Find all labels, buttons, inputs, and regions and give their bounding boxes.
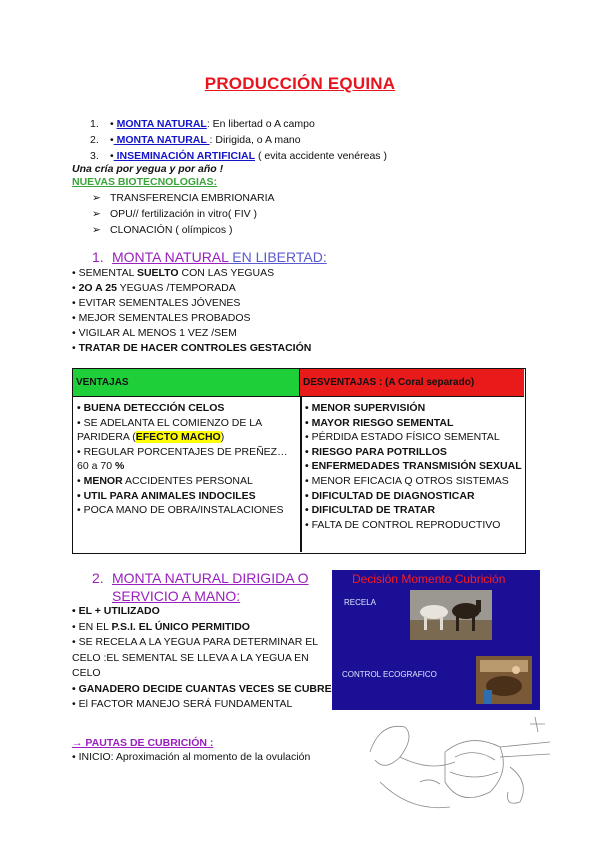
method-item: 3. • INSEMINACIÓN ARTIFICIAL ( evita accidente venéreas ) — [90, 150, 387, 162]
method-link[interactable]: MONTA NATURAL — [116, 118, 207, 130]
list-item: ➢ CLONACIÓN ( olímpicos ) — [92, 224, 233, 236]
section2-list — [72, 604, 332, 713]
section1-heading: 1. MONTA NATURAL EN LIBERTAD: — [92, 249, 327, 265]
list-number: 2. — [90, 134, 99, 146]
section1-list — [72, 266, 311, 356]
ultrasound-photo — [476, 656, 532, 704]
desventajas-cell: • MENOR SUPERVISIÓN • MAYOR RIESGO SEMENTAL • PÉRDIDA ESTADO FÍSICO SEMENTAL • RIESGO PARA POTRILLOS • ENFERMEDADES TRANSMISIÓN SEXUAL • MENOR EFICACIA Q OTROS SISTEMAS • DIFICULTAD DE DIAGNOSTICAR • DIFICULTAD DE TRATAR • FALTA DE CONTROL REPRODUCTIVO — [305, 402, 522, 531]
slide-image — [332, 570, 540, 710]
list-item: • MEJOR SEMENTALES PROBADOS — [72, 312, 251, 324]
method-item: 2. • MONTA NATURAL : Dirigida, o A mano — [90, 134, 301, 146]
list-item: • SEMENTAL SUELTO CON LAS YEGUAS — [72, 267, 275, 279]
section2-heading: 2. MONTA NATURAL DIRIGIDA O SERVICIO A MANO: — [92, 570, 309, 604]
reproductive-tract-sketch — [360, 712, 555, 832]
slide-title: Decisión Momento Cubrición — [352, 572, 506, 586]
horses-photo — [410, 590, 492, 640]
biotech-list — [92, 190, 275, 238]
method-item: 1. • MONTA NATURAL: En libertad o A campo — [90, 118, 315, 130]
ventajas-cell: • BUENA DETECCIÓN CELOS • SE ADELANTA EL COMIENZO DE LA PARIDERA (EFECTO MACHO) • REGULAR PORCENTAJES DE PREÑEZ…60 a 70 % • MENOR ACCIDENTES PERSONAL • UTIL PARA ANIMALES INDOCILES • POCA MANO DE OBRA/INSTALACIONES — [77, 402, 288, 517]
method-link[interactable]: MONTA NATURAL — [113, 134, 210, 146]
list-item: • SE RECELA A LA YEGUA PARA DETERMINAR EL CELO :EL SEMENTAL SE LLEVA A LA YEGUA EN CELO — [72, 636, 318, 679]
inicio-item: • INICIO: Aproximación al momento de la ovulación — [72, 751, 311, 763]
arrow-icon: ➢ — [92, 192, 101, 204]
page-title: PRODUCCIÓN EQUINA — [204, 74, 396, 93]
pautas-heading: → PAUTAS DE CUBRICIÓN : — [72, 737, 214, 749]
list-item: • EN EL P.S.I. EL ÚNICO PERMITIDO — [72, 620, 250, 633]
desventajas-header: DESVENTAJAS : (A Coral separado) — [300, 369, 524, 397]
list-item: • EVITAR SEMENTALES JÓVENES — [72, 297, 241, 309]
pros-cons-table — [72, 368, 526, 554]
list-item: ➢ OPU// fertilización in vitro( FIV ) — [92, 208, 258, 220]
list-item: • 2O A 25 YEGUAS /TEMPORADA — [72, 282, 236, 294]
list-item: • El FACTOR MANEJO SERÁ FUNDAMENTAL — [72, 698, 293, 710]
list-number: 1. — [90, 118, 99, 130]
list-item: ➢ TRANSFERENCIA EMBRIONARIA — [92, 192, 275, 204]
arrow-icon: ➢ — [92, 208, 101, 220]
highlight-efecto-macho: EFECTO MACHO — [135, 431, 221, 444]
biotech-heading: NUEVAS BIOTECNOLOGIAS: — [72, 176, 218, 188]
list-item: • EL + UTILIZADO — [72, 605, 160, 617]
method-link[interactable]: INSEMINACIÓN ARTIFICIAL — [113, 150, 256, 162]
arrow-icon: ➢ — [92, 224, 101, 236]
list-number: 3. — [90, 150, 99, 162]
list-item: • GANADERO DECIDE CUANTAS VECES SE CUBRE — [72, 682, 332, 695]
tagline: Una cría por yegua y por año ! — [72, 163, 224, 175]
slide-label-ecografico: CONTROL ECOGRAFICO — [342, 670, 437, 679]
slide-label-recela: RECELA — [344, 598, 377, 607]
ventajas-header: VENTAJAS — [73, 369, 300, 397]
list-item: • TRATAR DE HACER CONTROLES GESTACIÓN — [72, 342, 312, 354]
list-item: • VIGILAR AL MENOS 1 VEZ /SEM — [72, 327, 237, 339]
column-divider — [300, 397, 302, 552]
methods-list — [90, 116, 387, 164]
